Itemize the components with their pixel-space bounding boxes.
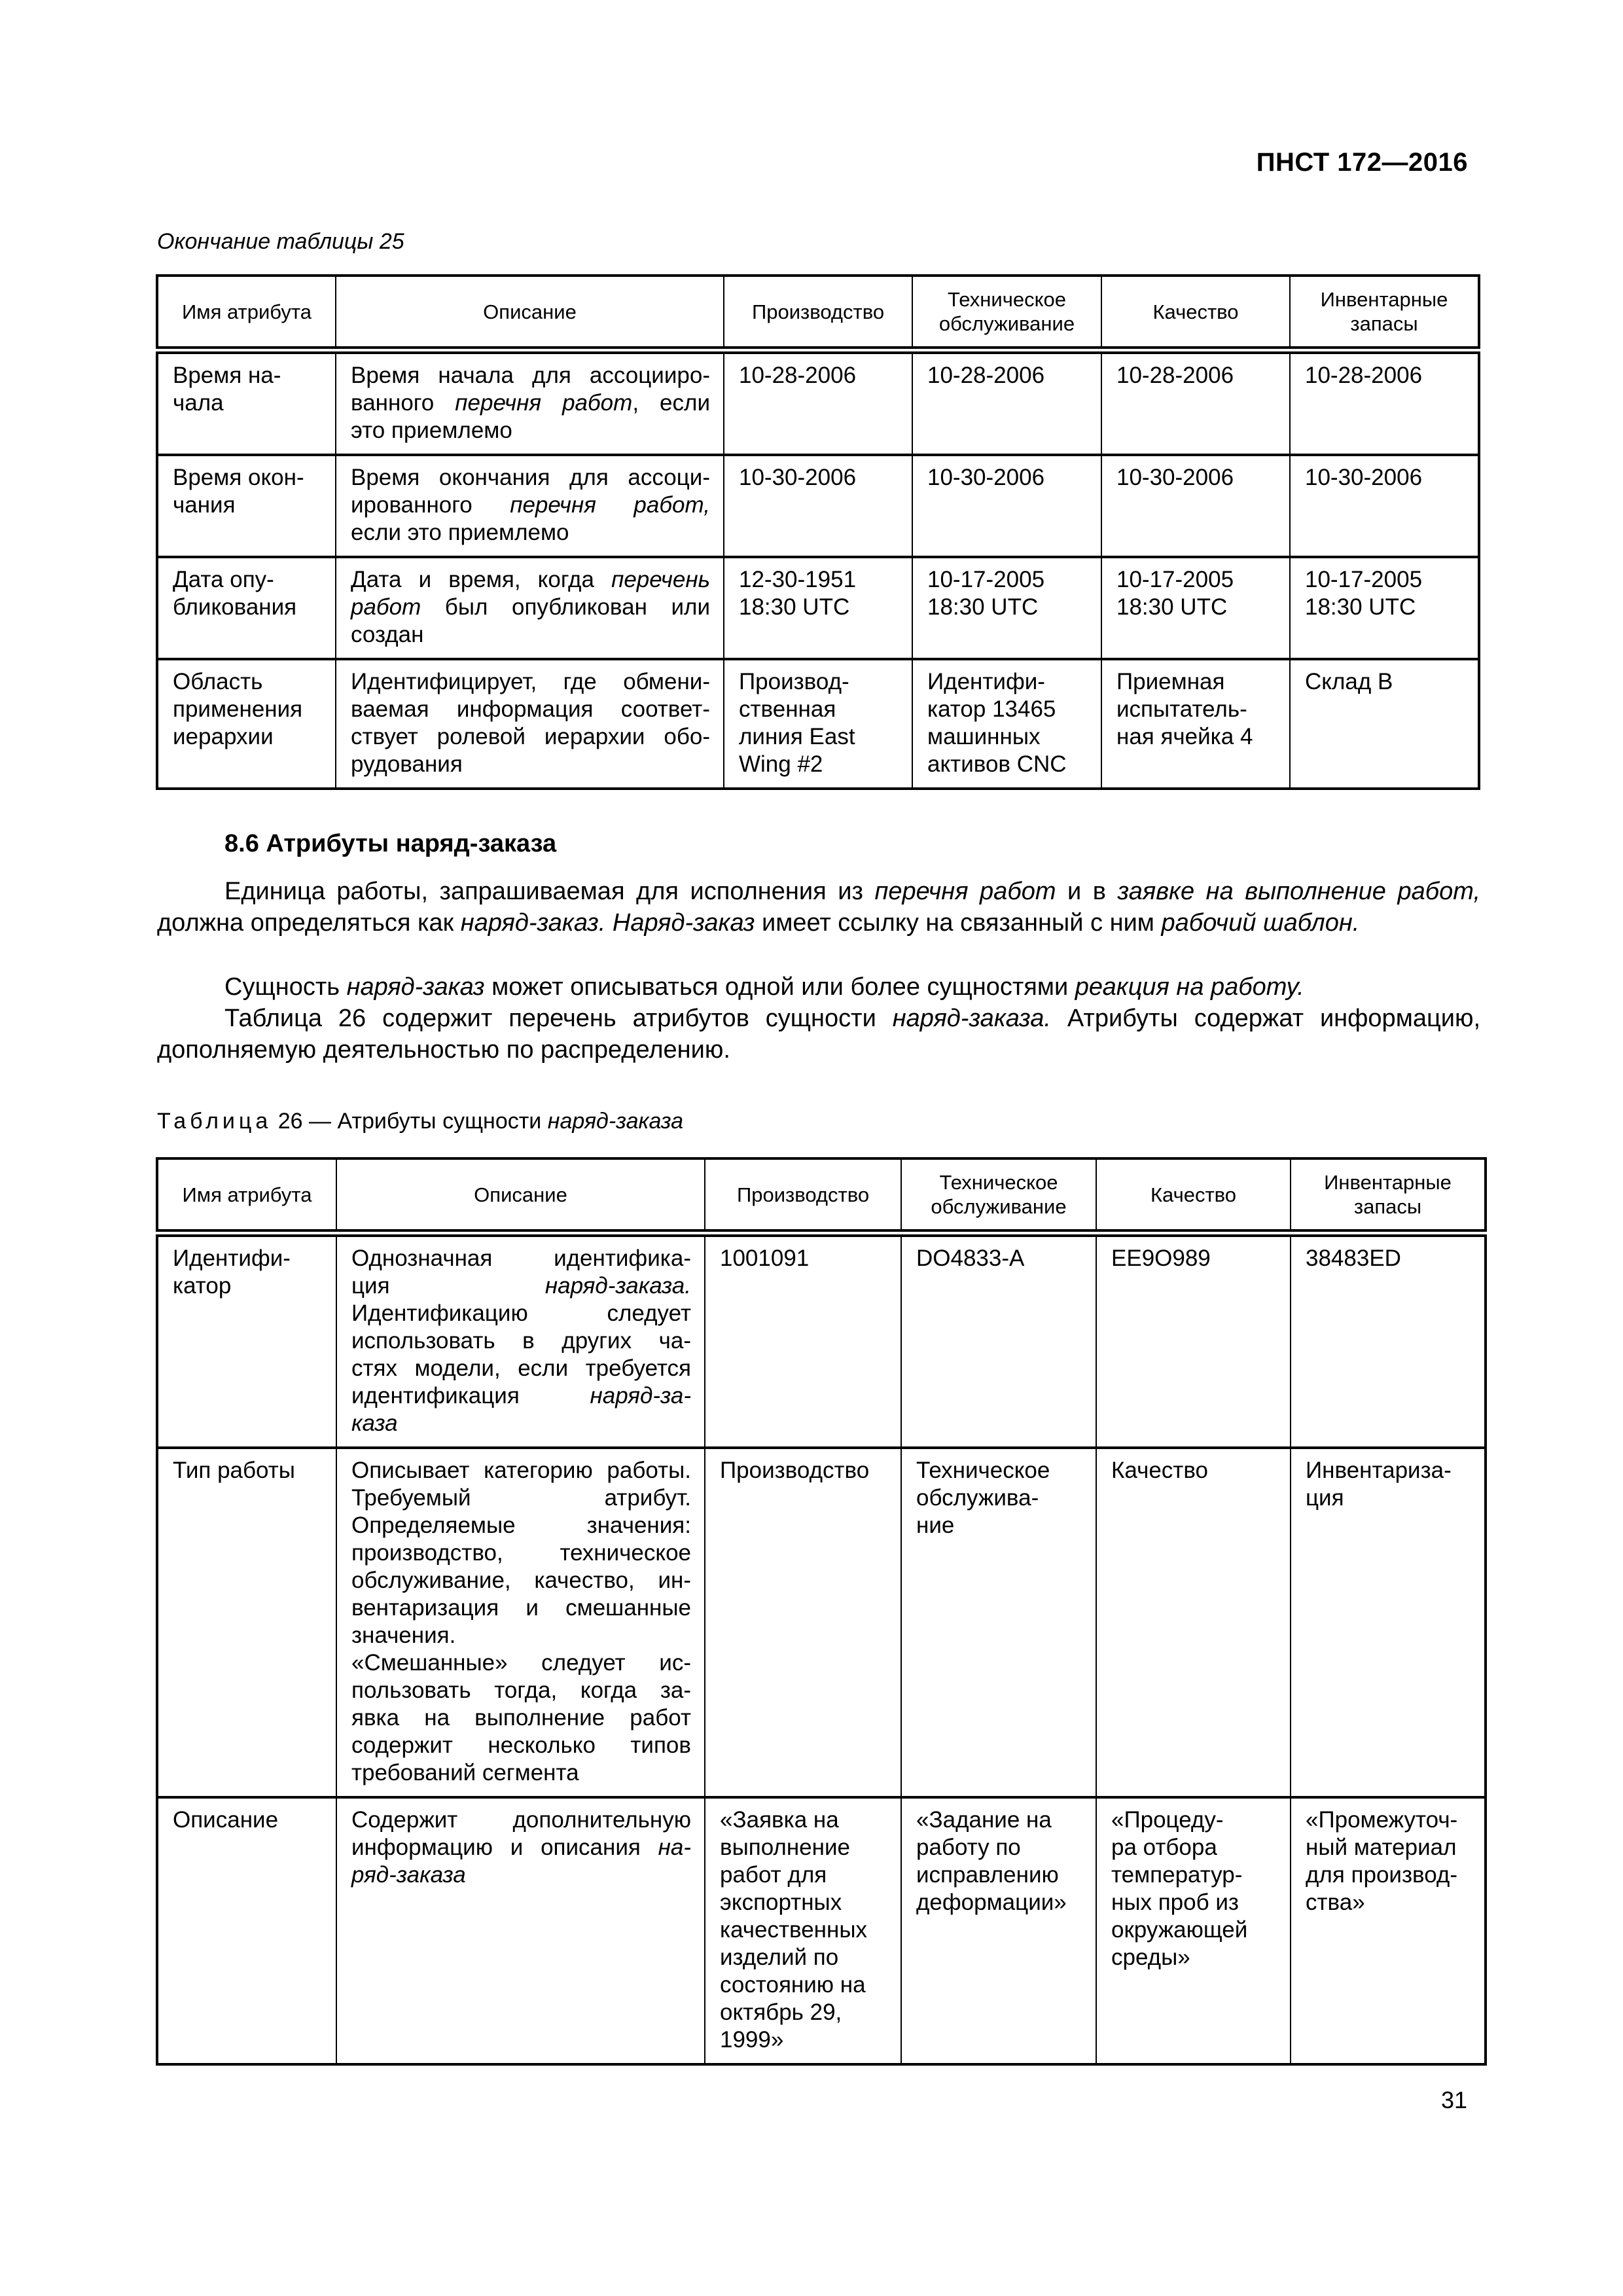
cell-production (724, 350, 912, 455)
header-text: обслуживание (938, 312, 1075, 335)
cell-maintenance (912, 659, 1101, 789)
document-code: ПНСТ 172—2016 (1256, 148, 1468, 177)
cell-text-line: вентаризация и смешанные (351, 1595, 691, 1621)
table-row (157, 1448, 1486, 1797)
cell-description (336, 455, 724, 557)
cell-inventory (1291, 1797, 1486, 2064)
cell-description (336, 350, 724, 455)
column-header-inventory (1291, 1158, 1486, 1233)
cell-text-line: ных проб из (1111, 1890, 1239, 1915)
cell-text-line: «Заявка на (720, 1807, 839, 1833)
column-header-description (336, 1158, 705, 1233)
column-header-production (705, 1158, 901, 1233)
cell-text-line: применения (173, 696, 303, 722)
header-text: Описание (483, 300, 577, 323)
table-25 (156, 274, 1480, 790)
header-text: Техническое (939, 1171, 1058, 1194)
cell-text-line: «Задание на (916, 1807, 1052, 1833)
header-text: Инвентарные (1324, 1171, 1452, 1194)
cell-attribute-name (157, 350, 336, 455)
cell-text-line: ваемая информация соответ- (351, 696, 710, 722)
cell-text-line: Дата опу- (173, 567, 274, 592)
cell-inventory (1290, 455, 1479, 557)
cell-text-line: чания (173, 492, 236, 518)
header-text: запасы (1350, 312, 1418, 335)
italic-term: на- (658, 1835, 691, 1860)
cell-text-line: катор (173, 1273, 232, 1299)
table-row (157, 1797, 1486, 2064)
cell-text-line: ированного перечня работ, (351, 492, 710, 518)
cell-text-line: ция (1306, 1485, 1344, 1511)
table-row (157, 350, 1479, 455)
cell-text-line: 10-28-2006 (1116, 363, 1234, 388)
table-row (157, 659, 1479, 789)
cell-text-line: 10-30-2006 (739, 465, 857, 490)
cell-text-line: Требуемый атрибут. (351, 1485, 691, 1511)
cell-text-line: 10-17-2005 (1305, 567, 1423, 592)
cell-text-line: 10-30-2006 (1305, 465, 1423, 490)
cell-text-line: 18:30 UTC (1116, 594, 1228, 620)
cell-text-line: 10-28-2006 (739, 363, 857, 388)
cell-text-line: 12-30-1951 (739, 567, 857, 592)
column-header-maintenance (901, 1158, 1096, 1233)
cell-text-line: 10-28-2006 (927, 363, 1045, 388)
table-26-caption-entity: наряд-заказа (547, 1109, 684, 1134)
cell-text-line: создан (351, 622, 424, 647)
cell-text-line: работу по (916, 1835, 1021, 1860)
cell-text-line: 10-30-2006 (1116, 465, 1234, 490)
table-header-row (157, 1158, 1486, 1233)
italic-term: ряд-заказа (351, 1862, 466, 1888)
cell-text-line: Производ- (739, 669, 849, 694)
table-26-caption-prefix: Таблица (157, 1109, 272, 1134)
cell-text-line: машинных (927, 724, 1041, 749)
paragraph-table-26-intro: Таблица 26 содержит перечень атрибутов сущности наряд-заказа. Атрибуты содержат информацию, дополняемую деятельностью по распределению. (157, 1005, 1481, 1064)
cell-text-line: исправлению (916, 1862, 1059, 1888)
cell-text-line: требований сегмента (351, 1760, 579, 1785)
cell-text-line: Содержит дополнительную (351, 1807, 691, 1833)
italic-term: перечня работ, (510, 492, 710, 518)
table-26-caption-number: 26 — Атрибуты сущности (277, 1109, 548, 1134)
cell-text-line: 18:30 UTC (739, 594, 850, 620)
cell-text-line: стях модели, если требуется (351, 1355, 691, 1381)
cell-text-line: если это приемлемо (351, 520, 569, 545)
italic-term: работ (351, 594, 421, 620)
cell-quality (1096, 1233, 1291, 1448)
cell-text-line: 18:30 UTC (927, 594, 1039, 620)
cell-description (336, 659, 724, 789)
cell-production (724, 659, 912, 789)
italic-term: перечня работ (874, 878, 1056, 905)
cell-production (705, 1233, 901, 1448)
cell-quality (1101, 350, 1290, 455)
cell-attribute-name (157, 455, 336, 557)
cell-description (336, 1448, 705, 1797)
cell-text-line: экспортных (720, 1890, 842, 1915)
cell-inventory (1290, 350, 1479, 455)
italic-term: рабочий шаблон. (1161, 909, 1360, 937)
cell-text-line: идентификация наряд-за- (351, 1383, 691, 1408)
cell-text-line: Техническое (916, 1458, 1050, 1483)
cell-text-line: ние (916, 1513, 955, 1538)
cell-text-line: Wing #2 (739, 751, 823, 777)
cell-text-line: для производ- (1306, 1862, 1457, 1888)
cell-text-line: линия East (739, 724, 855, 749)
cell-quality (1101, 659, 1290, 789)
cell-text-line: EE9O989 (1111, 1246, 1211, 1271)
cell-text-line: иерархии (173, 724, 274, 749)
cell-text-line: чала (173, 390, 224, 416)
cell-text-line: бликования (173, 594, 297, 620)
cell-text-line: ная ячейка 4 (1116, 724, 1253, 749)
cell-text-line: информацию и описания на- (351, 1835, 691, 1860)
header-text: обслуживание (931, 1195, 1067, 1218)
italic-term: наряд-заказ. Наряд-заказ (460, 909, 755, 937)
cell-text-line: Склад В (1305, 669, 1393, 694)
header-text: Качество (1150, 1183, 1237, 1206)
cell-description (336, 1797, 705, 2064)
cell-production (705, 1448, 901, 1797)
cell-text-line: ция наряд-заказа. (351, 1273, 691, 1299)
cell-inventory (1290, 659, 1479, 789)
cell-quality (1096, 1448, 1291, 1797)
cell-text-line: DO4833-A (916, 1246, 1025, 1271)
cell-quality (1096, 1797, 1291, 2064)
cell-text-line: Тип работы (173, 1458, 295, 1483)
table-row (157, 557, 1479, 659)
paragraph-work-unit: Единица работы, запрашиваемая для исполнения из перечня работ и в заявке на выполнение работ, должна определяться как наряд-заказ. Наряд-заказ имеет ссылку на связанный с ним рабочий шаблон. (157, 878, 1481, 937)
cell-text-line: обслуживание, качество, ин- (351, 1568, 691, 1593)
cell-text-line: «Процеду- (1111, 1807, 1224, 1833)
header-text: Качество (1152, 300, 1239, 323)
cell-text-line: явка на выполнение работ (351, 1705, 691, 1731)
cell-text-line: Область (173, 669, 263, 694)
cell-text-line: Производство (720, 1458, 870, 1483)
italic-term: наряд-заказа. (544, 1273, 691, 1299)
cell-text-line: «Промежуточ- (1306, 1807, 1458, 1833)
cell-attribute-name (157, 557, 336, 659)
cell-text-line: изделий по (720, 1945, 839, 1970)
cell-text-line: 1001091 (720, 1246, 810, 1271)
cell-text-line: Описание (173, 1807, 279, 1833)
cell-maintenance (912, 350, 1101, 455)
cell-description (336, 557, 724, 659)
cell-text-line: значения. (351, 1623, 456, 1648)
cell-production (724, 557, 912, 659)
cell-attribute-name (157, 659, 336, 789)
header-text: Производство (736, 1183, 870, 1206)
cell-inventory (1291, 1448, 1486, 1797)
cell-text-line: работ был опубликован или (351, 594, 710, 620)
cell-inventory (1290, 557, 1479, 659)
cell-text-line: ствует ролевой иерархии обо- (351, 724, 710, 749)
cell-text-line: Инвентариза- (1306, 1458, 1452, 1483)
italic-term: наряд-заказ (346, 973, 485, 1001)
table-row (157, 455, 1479, 557)
table-row (157, 1233, 1486, 1448)
column-header-inventory (1290, 276, 1479, 350)
cell-text-line: обслужива- (916, 1485, 1039, 1511)
header-text: запасы (1353, 1195, 1422, 1218)
cell-maintenance (912, 557, 1101, 659)
cell-text-line: состоянию на (720, 1972, 866, 1998)
cell-text-line: 10-17-2005 (927, 567, 1045, 592)
cell-text-line: 38483ED (1306, 1246, 1401, 1271)
cell-text-line: качественных (720, 1917, 867, 1943)
italic-term: наряд-заказа. (892, 1005, 1051, 1032)
column-header-quality (1101, 276, 1290, 350)
cell-text-line: использовать в других ча- (351, 1328, 691, 1354)
cell-text-line: 1999» (720, 2027, 784, 2053)
cell-text-line: выполнение (720, 1835, 850, 1860)
cell-text-line: температур- (1111, 1862, 1243, 1888)
cell-maintenance (901, 1797, 1096, 2064)
table-26 (156, 1157, 1487, 2066)
cell-text-line: Время на- (173, 363, 281, 388)
italic-term: наряд-за- (590, 1383, 691, 1408)
italic-term: заявке на выполнение работ, (1117, 878, 1481, 905)
cell-text-line: деформации» (916, 1890, 1067, 1915)
cell-text-line: это приемлемо (351, 418, 512, 443)
cell-text-line: Описывает категорию работы. (351, 1458, 691, 1483)
italic-term: реакция на работу. (1075, 973, 1304, 1001)
table-26-caption (157, 1109, 683, 1134)
cell-text-line (351, 1410, 691, 1437)
cell-text-line: 18:30 UTC (1305, 594, 1416, 620)
header-text: Имя атрибута (182, 300, 312, 323)
cell-text-line: ный материал (1306, 1835, 1457, 1860)
cell-text-line (351, 1861, 691, 1889)
cell-text-line: ственная (739, 696, 836, 722)
italic-term: перечень (611, 567, 710, 592)
italic-term: каза (351, 1410, 398, 1436)
cell-attribute-name (157, 1448, 336, 1797)
cell-description (336, 1233, 705, 1448)
cell-text-line: Идентифицирует, где обмени- (351, 669, 710, 694)
cell-text-line: Дата и время, когда перечень (351, 567, 710, 592)
cell-quality (1101, 455, 1290, 557)
cell-text-line: «Смешанные» следует ис- (351, 1650, 691, 1676)
column-header-maintenance (912, 276, 1101, 350)
header-text: Описание (474, 1183, 567, 1206)
italic-term: перечня работ (455, 390, 633, 416)
column-header-attribute-name (157, 1158, 336, 1233)
cell-text-line: 10-28-2006 (1305, 363, 1423, 388)
cell-production (724, 455, 912, 557)
cell-text-line: катор 13465 (927, 696, 1056, 722)
header-text: Имя атрибута (182, 1183, 312, 1206)
cell-text-line: испытатель- (1116, 696, 1247, 722)
cell-text-line: Приемная (1116, 669, 1225, 694)
cell-attribute-name (157, 1797, 336, 2064)
cell-text-line: Время окон- (173, 465, 304, 490)
cell-text-line: рудования (351, 751, 463, 777)
paragraph-entity-response: Сущность наряд-заказ может описываться одной или более сущностями реакция на работу. (224, 973, 1304, 1001)
cell-text-line: ра отбора (1111, 1835, 1217, 1860)
cell-text-line: Идентифи- (927, 669, 1045, 694)
cell-attribute-name (157, 1233, 336, 1448)
cell-text-line: ванного перечня работ, если (351, 390, 710, 416)
section-title: 8.6 Атрибуты наряд-заказа (224, 830, 557, 857)
cell-text-line: октябрь 29, (720, 2000, 842, 2025)
cell-text-line: работ для (720, 1862, 827, 1888)
cell-text-line: Идентификацию следует (351, 1300, 691, 1326)
cell-text-line: Время начала для ассоцииро- (351, 363, 710, 388)
cell-text-line: 10-17-2005 (1116, 567, 1234, 592)
cell-text-line: ства» (1306, 1890, 1365, 1915)
header-text: Производство (751, 300, 885, 323)
cell-maintenance (901, 1233, 1096, 1448)
cell-text-line: Определяемые значения: (351, 1513, 691, 1538)
cell-text-line: окружающей (1111, 1917, 1248, 1943)
header-text: Инвентарные (1320, 288, 1448, 311)
cell-text-line: 10-30-2006 (927, 465, 1045, 490)
cell-text-line: пользовать тогда, когда за- (351, 1677, 691, 1703)
cell-text-line: содержит несколько типов (351, 1732, 691, 1758)
column-header-production (724, 276, 912, 350)
cell-production (705, 1797, 901, 2064)
column-header-description (336, 276, 724, 350)
cell-text-line: среды» (1111, 1945, 1190, 1970)
table-header-row (157, 276, 1479, 350)
table-25-continuation-caption: Окончание таблицы 25 (157, 229, 404, 254)
cell-text-line: Качество (1111, 1458, 1208, 1483)
header-text: Техническое (948, 288, 1066, 311)
cell-quality (1101, 557, 1290, 659)
cell-inventory (1291, 1233, 1486, 1448)
cell-text-line: Время окончания для ассоци- (351, 465, 710, 490)
cell-text-line: Однозначная идентифика- (351, 1246, 691, 1271)
cell-maintenance (901, 1448, 1096, 1797)
cell-text-line: производство, техническое (351, 1540, 691, 1566)
cell-maintenance (912, 455, 1101, 557)
column-header-quality (1096, 1158, 1291, 1233)
column-header-attribute-name (157, 276, 336, 350)
cell-text-line: Идентифи- (173, 1246, 291, 1271)
page-number: 31 (1440, 2087, 1467, 2113)
cell-text-line: активов CNC (927, 751, 1067, 777)
